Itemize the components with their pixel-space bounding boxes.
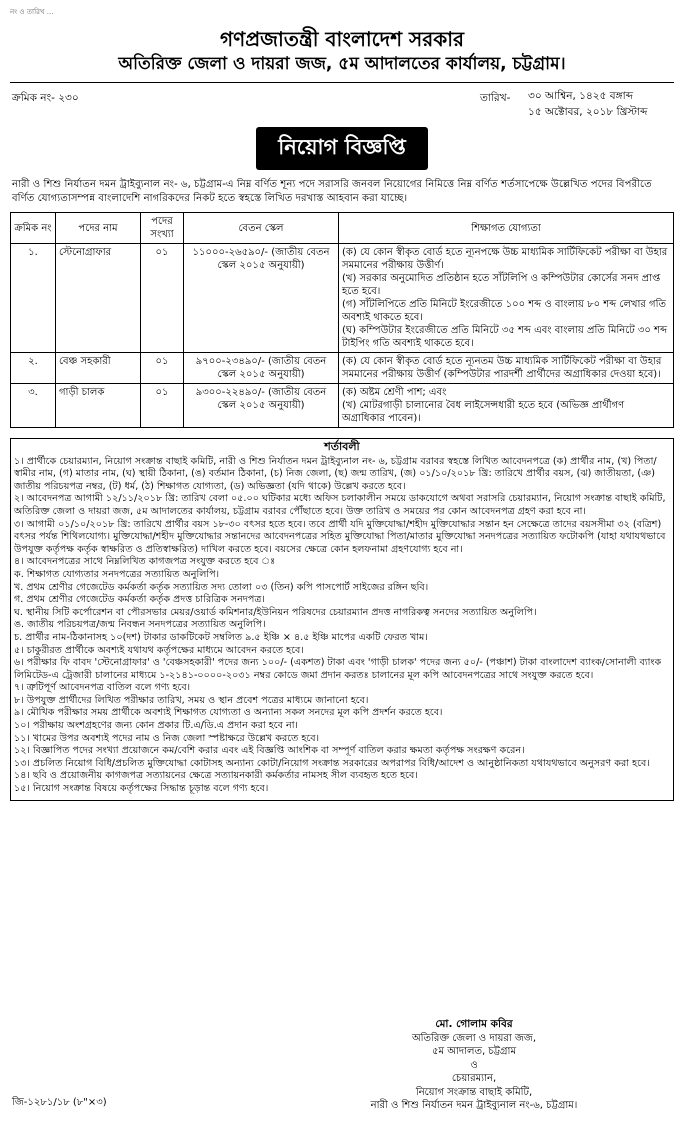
cell-qualification [339,353,674,384]
term-item: ১২। বিজ্ঞাপিত পদের সংখ্যা প্রয়োজনে কম/বেশি করার এবং এই বিজ্ঞপ্তি আংশিক বা সম্পূর্ণ বাতিল করার ক্ষমতা কর্তৃপক্ষ সংরক্ষণ করেন। [14,745,525,757]
terms-box [10,438,674,801]
qualification-item: (ক) অষ্টম শ্রেণী পাশ; এবং [342,387,447,398]
term-item: চ. প্রার্থীর নাম-ঠিকানাসহ ১০(দশ) টাকার ডাকটিকেট সম্বলিত ৯.৫ ইঞ্চি × ৪.৫ ইঞ্চি মাপের একটি ফেরত খাম। [14,631,428,643]
cell-qualification [339,384,674,428]
term-item: গ. প্রথম শ্রেণীর গেজেটেড কর্মকর্তা কর্তৃক প্রদত্ত চারিত্রিক সনদপত্র। [14,594,265,606]
table-row [11,384,674,428]
qualification-item: (গ) সাঁটলিপিতে প্রতি মিনিটে ইংরেজীতে ১০০ শব্দ ও বাংলায় ৮০ শব্দ লেখার গতি অবশ্যই থাকতে হবে। [342,299,666,323]
signatory-name: মো. গোলাম কবির [435,1018,513,1030]
cell-serial: ৩. [11,384,56,428]
print-code: জি-১২৮১/১৮ (৮"×৩) [12,1097,107,1108]
memo-block [10,87,674,127]
cell-serial: ১. [11,244,56,353]
qualification-item: (ক) যে কোন স্বীকৃত বোর্ড হতে ন্যূনতম উচ্চ মাধ্যমিক সার্টিফিকেট পরীক্ষা বা উহার সমমানের পরীক্ষায় উত্তীর্ণ (কম্পিউটার পারদর্শী প্রার্থীদের অগ্রাধিকার দেওয়া হবে)। [342,356,662,380]
notice-title-wrap [10,127,674,170]
office-title: অতিরিক্ত জেলা ও দায়রা জজ, ৫ম আদালতের কার্যালয়, চট্টগ্রাম। [118,54,566,74]
term-item: ৫। চাকুরীরত প্রার্থীকে অবশ্যই যথাযথ কর্তৃপক্ষের মাধ্যমে আবেদন করতে হবে। [14,644,304,656]
signatory-line: ৫ম আদালত, চট্টগ্রাম [432,1046,516,1057]
term-item: ১৫। নিয়োগ সংক্রান্ত বিষয়ে কর্তৃপক্ষের সিদ্ধান্ত চূড়ান্ত বলে গণ্য হবে। [14,783,269,795]
table-row [11,353,674,384]
cell-scale: ৯৭০০-২৩৪৯০/- (জাতীয় বেতন স্কেল ২০১৫ অনুযায়ী) [184,353,339,384]
table-row [11,244,674,353]
qualification-item: (ক) যে কোন স্বীকৃত বোর্ড হতে ন্যূনপক্ষে উচ্চ মাধ্যমিক সার্টিফিকেট পরীক্ষা বা উহার সমমানের পরীক্ষায় উত্তীর্ণ। [342,247,668,271]
term-item: ক. শিক্ষাগত যোগ্যতার সনদপত্রের সত্যায়িত অনুলিপি। [14,568,220,580]
term-item: ৯। মৌখিক পরীক্ষার সময় প্রার্থীকে অবশ্যই শিক্ষাগত যোগ্যতা ও অন্যান্য সকল সনদের মূল কপি প্রদর্শন করতে হবে। [14,707,443,719]
header-scale: বেতন স্কেল [184,213,339,244]
signatory-line: চেয়ারম্যান, [451,1073,497,1084]
term-item: ৬। পরীক্ষার ফি বাবদ 'স্টেনোগ্রাফার' ও 'বেঞ্চসহকারী' পদের জন্য ১০০/- (একশত) টাকা এবং 'গাড়ী চালক' পদের জন্য ৫০/- (পঞ্চাশ) টাকা বাংলাদেশ ব্যাংক/সোনালী ব্যাংক লিমিটেড-এ ট্রেজারী চালানের মাধ্যমে ১-২১৪১-০০০০-২০৩১ নম্বর কোডে জমা প্রদান করতঃ চালানের মূল কপি আবেদনপত্রের সাথে সংযুক্ত করতে হবে। [14,657,662,681]
signatory-line: অতিরিক্ত জেলা ও দায়রা জজ, [411,1032,537,1044]
term-item: ১। প্রার্থীকে চেয়ারম্যান, নিয়োগ সংক্রান্ত বাছাই কমিটি, নারী ও শিশু নির্যাতন দমন ট্রাইব্যুনাল নং- ৬, চট্টগ্রাম বরাবর স্বহস্তে লিখিত আবেদনপত্রে (ক) প্রার্থীর নাম, (খ) পিতা/স্বামীর নাম, (গ) মাতার নাম, (ঘ) স্থায়ী ঠিকানা, (ঙ) বর্তমান ঠিকানা, (চ) নিজ জেলা, (ছ) জন্ম তারিখ, (জ) ০১/১০/২০১৮ খ্রি: তারিখে প্রার্থীর বয়স, (ঝ) জাতীয়তা, (ঞ) জাতীয় পরিচয়পত্র নম্বর, (ট) ধর্ম, (ঠ) শিক্ষাগত যোগ্যতা, (ড) অভিজ্ঞতা (যদি থাকে) উল্লেখ করতে হবে। [14,455,657,492]
cell-post: গাড়ী চালক [56,384,141,428]
signatory-line: নারী ও শিশু নির্যাতন দমন ট্রাইব্যুনাল নং-৬, চট্টগ্রাম। [370,1100,578,1111]
header-count: পদের সংখ্যা [141,213,184,244]
cell-scale: ৯৩০০-২২৪৯০/- (জাতীয় বেতন স্কেল ২০১৫ অনুযায়ী) [184,384,339,428]
memo-number: ক্রমিক নং- ২৩০ [12,92,79,104]
header-post: পদের নাম [56,213,141,244]
signature-block [324,1018,624,1113]
cell-serial: ২. [11,353,56,384]
posts-table [10,212,674,428]
header-divider [10,82,674,83]
date-bangla: ৩০ আশ্বিন, ১৪২৫ বঙ্গাব্দ [528,90,634,102]
header-serial: ক্রমিক নং [11,213,56,244]
cell-post: বেঞ্চ সহকারী [56,353,141,384]
term-item: ৭। ত্রুটিপূর্ণ আবেদনপত্র বাতিল বলে গণ্য হবে। [14,682,191,694]
cell-qualification [339,244,674,353]
term-item: ঙ. জাতীয় পরিচয়পত্র/জন্ম নিবন্ধন সনদপত্রের সত্যায়িত অনুলিপি। [14,619,266,631]
cell-count: ০১ [141,384,184,428]
notice-title: নিয়োগ বিজ্ঞপ্তি [256,127,428,170]
term-item: ঘ. স্থানীয় সিটি কর্পোরেশন বা পৌরসভার মেয়র/ওয়ার্ড কমিশনার/ইউনিয়ন পরিষদের চেয়ারম্যান প্রদত্ত নাগরিকত্ব সনদের সত্যায়িত অনুলিপি। [14,606,537,618]
term-item: ২। আবেদনপত্র আগামী ১২/১১/২০১৮ খ্রি: তারিখ বেলা ০৫.০০ ঘটিকার মধ্যে অফিস চলাকালীন সময়ে ডাকযোগে অথবা সরাসরি চেয়ারম্যান, নিয়োগ সংক্রান্ত বাছাই কমিটি, অতিরিক্ত জেলা ও দায়রা জজ, ৫ম আদালতের কার্যালয়, চট্টগ্রাম বরাবর পৌঁছাতে হবে। উক্ত তারিখ ও সময়ের পর কোন আবেদনপত্র গ্রহণ করা হবে না। [14,493,666,517]
date-english: ১৫ অক্টোবর, ২০১৮ খ্রিস্টাব্দ [528,106,648,118]
cell-post: স্টেনোগ্রাফার [56,244,141,353]
terms-title: শর্তাবলী [324,440,360,453]
top-strip: নং ও তারিখ ... [10,8,54,16]
cell-scale: ১১০০০-২৬৫৯০/- (জাতীয় বেতন স্কেল ২০১৫ অনুযায়ী) [184,244,339,353]
signatory-line: নিয়োগ সংক্রান্ত বাছাই কমিটি, [415,1086,533,1098]
term-item: খ. প্রথম শ্রেণীর গেজেটেড কর্মকর্তা কর্তৃক সত্যায়িত সদ্য তোলা ০৩ (তিন) কপি পাসপোর্ট সাইজের রঙ্গিন ছবি। [14,581,429,593]
term-item: ১১। খামের উপর অবশ্যই পদের নাম ও নিজ জেলা স্পষ্টাক্ষরে উল্লেখ করতে হবে। [14,732,320,744]
term-item: ৮। উপযুক্ত প্রার্থীদের লিখিত পরীক্ষার তারিখ, সময় ও স্থান প্রবেশ পত্রের মাধ্যমে জানানো হবে। [14,694,369,706]
cell-count: ০১ [141,353,184,384]
term-item: ১৪। ছবি ও প্রয়োজনীয় কাগজপত্র সত্যায়নের ক্ষেত্রে সত্যায়নকারী কর্মকর্তার নামসহ সীল ব্যবহৃত হতে হবে। [14,770,418,782]
term-item: ১০। পরীক্ষায় অংশগ্রহণের জন্য কোন প্রকার টি.এ/ডি.এ প্রদান করা হবে না। [14,720,298,732]
cell-count: ০১ [141,244,184,353]
term-item: ৩। আগামী ০১/১০/২০১৮ খ্রি: তারিখে প্রার্থীর বয়স ১৮-৩০ বৎসর হতে হবে। তবে প্রার্থী যদি মুক্তিযোদ্ধা/শহীদ মুক্তিযোদ্ধার সন্তান হন সেক্ষেত্রে তাদের বয়সসীমা ৩২ (বত্রিশ) বৎসর পর্যন্ত শিথিলযোগ্য। মুক্তিযোদ্ধা/শহীদ মুক্তিযোদ্ধার সন্তানদের আবেদনপত্রের সহিত মুক্তিযোদ্ধা পিতা/মাতার মুক্তিযোদ্ধা সনদপত্রের সত্যায়িত ফটোকপি (যাহা যথাযথভাবে উপযুক্ত কর্তৃপক্ষ কর্তৃক স্বাক্ষরিত ও প্রতিস্বাক্ষরিত) দাখিল করতে হবে। বয়সের ক্ষেত্রে কোন হলফনামা গ্রহণযোগ্য হবে না। [14,518,666,555]
header-qualification: শিক্ষাগত যোগ্যতা [339,213,674,244]
date-label: তারিখ- [480,92,511,104]
term-item: ১৩। প্রচলিত নিয়োগ বিধি/প্রচলিত মুক্তিযোদ্ধা কোটাসহ অন্যান্য কোটা/নিয়োগ সংক্রান্ত সরকারের অপরাপর বিধি/আদেশ ও আনুষ্ঠানিকতা যথাযথভাবে অনুসরণ করা হবে। [14,757,650,769]
qualification-item: (ঘ) কম্পিউটার ইংরেজীতে প্রতি মিনিটে ৩৫ শব্দ এবং বাংলায় প্রতি মিনিটে ৩০ শব্দ টাইপিং গতি অবশ্যই থাকতে হবে। [342,325,667,349]
intro-paragraph: নারী ও শিশু নির্যাতন দমন ট্রাইব্যুনাল নং- ৬, চট্টগ্রাম-এ নিম্ন বর্ণিত শূন্য পদে সরাসরি জনবল নিয়োগের নিমিত্তে নিম্ন বর্ণিত শর্তসাপেক্ষে উল্লেখিত পদের বিপরীতে বর্ণিত যোগ্যতাসম্পন্ন বাংলাদেশি নাগরিকদের নিকট হতে স্বহস্তে লিখিত দরখাস্ত আহবান করা যাচ্ছে। [12,179,652,204]
government-title: গণপ্রজাতন্ত্রী বাংলাদেশ সরকার [220,27,464,51]
term-item: ৪। আবেদনপত্রের সাথে নিম্নলিখিত কাগজপত্র সংযুক্ত করতে হবে ঃ [14,556,276,568]
signatory-line: ও [470,1059,478,1071]
table-header-row [11,213,674,244]
qualification-item: (খ) সরকার অনুমোদিত প্রতিষ্ঠান হতে সাঁটলিপি ও কম্পিউটার কোর্সের সনদ প্রাপ্ত হতে হবে। [342,273,661,297]
qualification-item: (খ) মোটরগাড়ী চালানোর বৈধ লাইসেন্সধারী হতে হবে (অভিজ্ঞ প্রার্থীগণ অগ্রাধিকার পাবেন)। [342,400,625,424]
